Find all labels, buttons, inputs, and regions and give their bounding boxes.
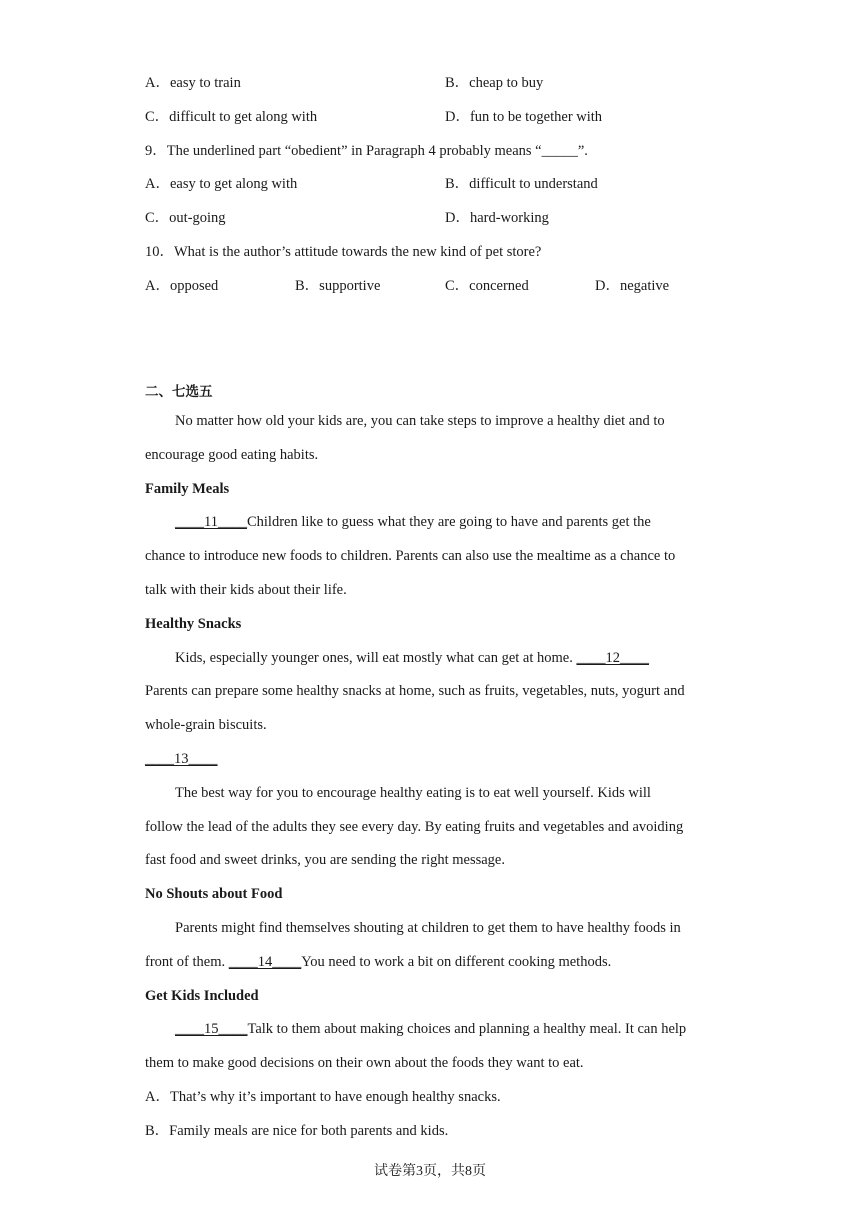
q9-option-b: B．difficult to understand (445, 176, 598, 192)
get-kids-text: Talk to them about making choices and planning a healthy meal. It can help (247, 1021, 687, 1037)
get-kids-line-1 (175, 1019, 686, 1039)
para13-line-1: The best way for you to encourage healthy eating is to eat well yourself. Kids will (175, 785, 651, 801)
no-shouts-line-2 (145, 952, 611, 972)
q10-option-d: D．negative (595, 278, 670, 294)
blank-13: ____13____ (145, 751, 218, 767)
q9-stem: 9．The underlined part “obedient” in Paragraph 4 probably means “_____”. (145, 143, 588, 159)
q9-option-d: D．hard-working (445, 210, 549, 226)
family-meals-line-1 (175, 512, 651, 532)
option-a: A．That’s why it’s important to have enough healthy snacks. (145, 1089, 501, 1105)
no-shouts-text-b: You need to work a bit on different cooking methods. (301, 954, 612, 970)
blank-11: ____11____ (175, 514, 247, 530)
q10-option-c: C．concerned (445, 278, 529, 294)
section-heading: 二、七选五 (145, 384, 213, 400)
q8-option-c: C．difficult to get along with (145, 109, 318, 125)
intro-line-2: encourage good eating habits. (145, 447, 319, 463)
get-kids-line-2: them to make good decisions on their own about the foods they want to eat. (145, 1055, 584, 1071)
healthy-snacks-line-2: Parents can prepare some healthy snacks at home, such as fruits, vegetables, nuts, yogurt and (145, 683, 685, 699)
intro-line-1: No matter how old your kids are, you can take steps to improve a healthy diet and to (175, 413, 665, 429)
q8-option-d: D．fun to be together with (445, 109, 603, 125)
get-kids-title: Get Kids Included (145, 988, 259, 1004)
family-meals-text: Children like to guess what they are going to have and parents get the (246, 514, 651, 530)
family-meals-title: Family Meals (145, 481, 230, 497)
q9-option-c: C．out-going (145, 210, 226, 226)
q10-stem: 10．What is the author’s attitude towards the new kind of pet store? (145, 244, 542, 260)
family-meals-line-3: talk with their kids about their life. (145, 582, 347, 598)
para13-line-3: fast food and sweet drinks, you are sending the right message. (145, 852, 505, 868)
no-shouts-title: No Shouts about Food (145, 886, 283, 902)
q10-option-b: B．supportive (295, 278, 381, 294)
q10-option-a: A．opposed (145, 278, 219, 294)
healthy-snacks-line-1 (175, 648, 649, 668)
no-shouts-text-a: front of them. (145, 954, 229, 970)
no-shouts-line-1: Parents might find themselves shouting at children to get them to have healthy foods in (175, 920, 681, 936)
option-b: B．Family meals are nice for both parents and kids. (145, 1123, 449, 1139)
family-meals-line-2: chance to introduce new foods to children. Parents can also use the mealtime as a chance to (145, 548, 676, 564)
healthy-snacks-title: Healthy Snacks (145, 616, 242, 632)
blank-14: ____14____ (228, 954, 302, 970)
healthy-snacks-line-3: whole-grain biscuits. (145, 717, 267, 733)
q8-option-b: B．cheap to buy (445, 75, 544, 91)
page-footer: 试卷第3页，共8页 (374, 1164, 486, 1179)
q8-option-a: A．easy to train (145, 75, 241, 91)
para13-line-2: follow the lead of the adults they see every day. By eating fruits and vegetables and avoiding (145, 819, 684, 835)
healthy-snacks-text: Kids, especially younger ones, will eat mostly what can get at home. (175, 650, 577, 666)
q9-option-a: A．easy to get along with (145, 176, 298, 192)
blank-15: ____15____ (175, 1021, 248, 1037)
blank-12: ____12____ (576, 650, 649, 666)
